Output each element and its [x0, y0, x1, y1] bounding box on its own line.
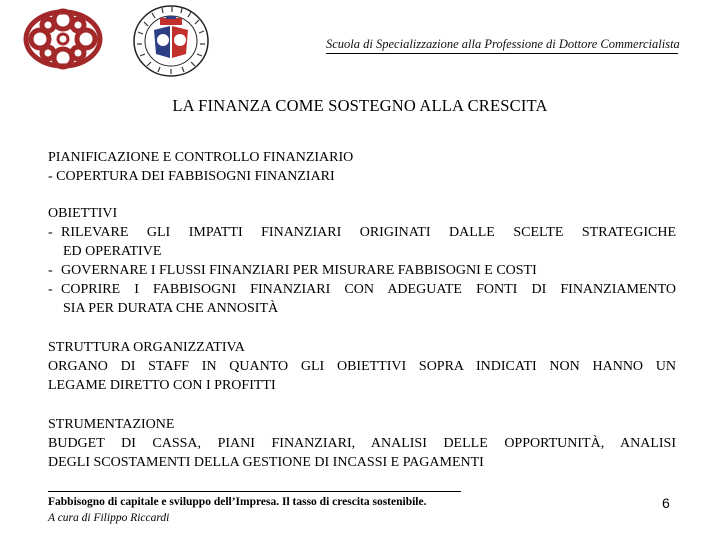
list-item-text: RILEVARE GLI IMPATTI FINANZIARI ORIGINATI DALLE SCELTE STRATEGICHE [61, 225, 676, 240]
section-line: BUDGET DI CASSA, PIANI FINANZIARI, ANALISI DELLE OPPORTUNITÀ, ANALISI [48, 436, 676, 451]
list-item-continuation: ED OPERATIVE [63, 244, 162, 259]
section-struttura [48, 338, 676, 395]
footer-course-title: Fabbisogno di capitale e sviluppo dell’Impresa. Il tasso di crescita sostenibile. [48, 496, 427, 508]
section-strumentazione [48, 415, 676, 472]
list-item [48, 223, 676, 242]
section-heading: PIANIFICAZIONE E CONTROLLO FINANZIARIO [48, 150, 354, 165]
bullet-dash: - [48, 263, 53, 278]
page-number: 6 [662, 495, 670, 511]
bullet-dash: - [48, 282, 53, 297]
list-item-continuation: SIA PER DURATA CHE ANNOSITÀ [63, 301, 279, 316]
footer-author: A cura di Filippo Riccardi [48, 512, 170, 524]
footer-divider [48, 491, 461, 492]
section-line: DEGLI SCOSTAMENTI DELLA GESTIONE DI INCASSI E PAGAMENTI [48, 455, 484, 470]
section-line: - COPERTURA DEI FABBISOGNI FINANZIARI [48, 169, 335, 184]
list-item-text: GOVERNARE I FLUSSI FINANZIARI PER MISURARE FABBISOGNI E COSTI [61, 263, 537, 278]
bullet-dash: - [48, 225, 53, 240]
section-heading: STRUMENTAZIONE [48, 417, 175, 432]
section-obiettivi [48, 204, 676, 318]
university-seal-icon [132, 4, 210, 78]
knot-logo-icon [20, 6, 106, 72]
section-heading: STRUTTURA ORGANIZZATIVA [48, 340, 245, 355]
school-header: Scuola di Specializzazione alla Professione di Dottore Commercialista [326, 37, 678, 54]
section-heading: OBIETTIVI [48, 206, 118, 221]
section-line: LEGAME DIRETTO CON I PROFITTI [48, 378, 276, 393]
list-item-text: COPRIRE I FABBISOGNI FINANZIARI CON ADEGUATE FONTI DI FINANZIAMENTO [61, 282, 676, 297]
list-item [48, 261, 676, 280]
section-pianificazione [48, 148, 676, 186]
list-item [48, 280, 676, 299]
footer [48, 494, 426, 526]
section-line: ORGANO DI STAFF IN QUANTO GLI OBIETTIVI SOPRA INDICATI NON HANNO UN [48, 359, 676, 374]
page-title: LA FINANZA COME SOSTEGNO ALLA CRESCITA [172, 96, 548, 115]
